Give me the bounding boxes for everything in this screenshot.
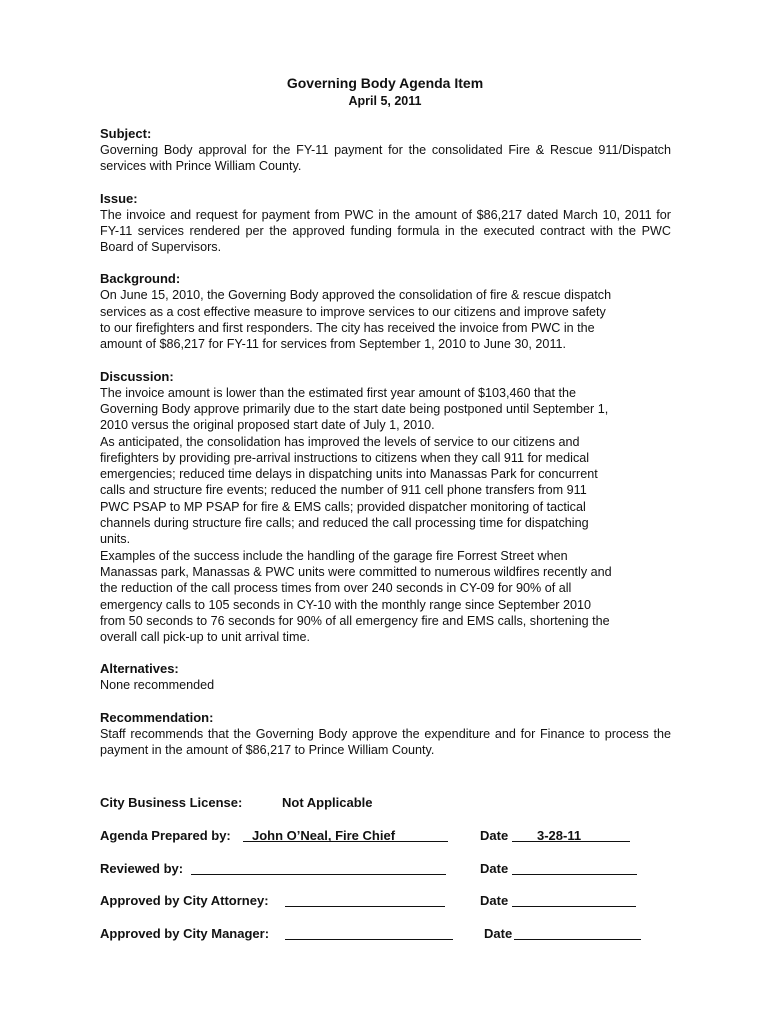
business-license-value: Not Applicable bbox=[282, 795, 373, 810]
discussion-line: firefighters by providing pre-arrival instructions to citizens when they call 911 for medical bbox=[100, 450, 590, 465]
background-line: amount of $86,217 for FY-11 for services from September 1, 2010 to June 30, 2011. bbox=[100, 337, 567, 352]
city-attorney-label: Approved by City Attorney: bbox=[100, 893, 269, 908]
business-license-row bbox=[100, 795, 660, 813]
attorney-date-label: Date bbox=[480, 893, 509, 908]
city-manager-signature-line[interactable] bbox=[285, 926, 453, 940]
attorney-date-line[interactable] bbox=[512, 893, 636, 907]
background-heading: Background: bbox=[100, 271, 181, 287]
alternatives-text: None recommended bbox=[100, 678, 215, 693]
recommendation-text: Staff recommends that the Governing Body approve the expenditure and for Finance to process the payment in the amount of $86,217 to Prince William County. bbox=[100, 726, 671, 758]
document-title: Governing Body Agenda Item bbox=[286, 75, 484, 91]
recommendation-heading: Recommendation: bbox=[100, 709, 214, 725]
discussion-heading: Discussion: bbox=[100, 368, 174, 384]
discussion-line: emergency calls to 105 seconds in CY-10 with the monthly range since September 2010 bbox=[100, 597, 591, 612]
issue-text: The invoice and request for payment from PWC in the amount of $86,217 dated March 10, 2011 for FY-11 services rendered per the approved funding formula in the executed contract with the PWC Board of Supervisors. bbox=[100, 207, 671, 255]
discussion-line: Examples of the success include the handling of the garage fire Forrest Street when bbox=[100, 548, 568, 563]
alternatives-section bbox=[100, 661, 671, 693]
alternatives-heading: Alternatives: bbox=[100, 661, 179, 677]
business-license-label: City Business License: bbox=[100, 795, 243, 810]
background-line: On June 15, 2010, the Governing Body approved the consolidation of fire & rescue dispatch bbox=[100, 288, 612, 303]
discussion-line: 2010 versus the original proposed start date of July 1, 2010. bbox=[100, 418, 435, 433]
discussion-line: As anticipated, the consolidation has improved the levels of service to our citizens and bbox=[100, 434, 580, 449]
background-text bbox=[100, 287, 671, 352]
recommendation-section bbox=[100, 710, 671, 759]
document-body bbox=[100, 126, 671, 774]
discussion-text bbox=[100, 385, 671, 646]
city-attorney-row bbox=[100, 893, 660, 911]
city-manager-row bbox=[100, 926, 660, 944]
background-line: to our firefighters and first responders. The city has received the invoice from PWC in the bbox=[100, 321, 595, 336]
discussion-line: Governing Body approve primarily due to the start date being postponed until September 1, bbox=[100, 401, 609, 416]
document-date: April 5, 2011 bbox=[348, 94, 422, 108]
manager-date-line[interactable] bbox=[514, 926, 641, 940]
city-manager-label: Approved by City Manager: bbox=[100, 926, 270, 941]
reviewed-date-label: Date bbox=[480, 861, 509, 876]
subject-section bbox=[100, 126, 671, 175]
prepared-by-value: John O’Neal, Fire Chief bbox=[252, 828, 396, 843]
discussion-line: calls and structure fire events; reduced the number of 911 cell phone transfers from 911 bbox=[100, 483, 587, 498]
manager-date-label: Date bbox=[484, 926, 513, 941]
discussion-line: the reduction of the call process times from over 240 seconds in CY-09 for 90% of all bbox=[100, 581, 572, 596]
reviewed-by-label: Reviewed by: bbox=[100, 861, 184, 876]
reviewed-date-line[interactable] bbox=[512, 861, 637, 875]
background-section bbox=[100, 271, 671, 352]
discussion-line: overall call pick-up to unit arrival time. bbox=[100, 630, 310, 645]
prepared-by-row bbox=[100, 828, 660, 846]
issue-heading: Issue: bbox=[100, 190, 138, 206]
discussion-line: PWC PSAP to MP PSAP for fire & EMS calls; provided dispatcher monitoring of tactical bbox=[100, 499, 586, 514]
discussion-line: emergencies; reduced time delays in dispatching units into Manassas Park for concurrent bbox=[100, 467, 598, 482]
background-line: services as a cost effective measure to improve services to our citizens and improve safety bbox=[100, 304, 606, 319]
discussion-line: Manassas park, Manassas & PWC units were committed to numerous wildfires recently and bbox=[100, 564, 612, 579]
reviewed-by-row bbox=[100, 861, 660, 879]
issue-section bbox=[100, 191, 671, 256]
city-attorney-signature-line[interactable] bbox=[285, 893, 445, 907]
prepared-date-value: 3-28-11 bbox=[537, 828, 582, 843]
discussion-line: The invoice amount is lower than the estimated first year amount of $103,460 that the bbox=[100, 385, 577, 400]
prepared-date-label: Date bbox=[480, 828, 509, 843]
subject-text: Governing Body approval for the FY-11 payment for the consolidated Fire & Rescue 911/Dispatch services with Prince William County. bbox=[100, 143, 671, 174]
discussion-line: from 50 seconds to 76 seconds for 90% of all emergency fire and EMS calls, shortening the bbox=[100, 613, 610, 628]
subject-heading: Subject: bbox=[100, 126, 152, 141]
discussion-line: units. bbox=[100, 532, 131, 547]
discussion-section bbox=[100, 369, 671, 646]
prepared-by-label: Agenda Prepared by: bbox=[100, 828, 231, 843]
discussion-line: channels during structure fire calls; and reduced the call processing time for dispatching bbox=[100, 516, 589, 531]
reviewed-by-signature-line[interactable] bbox=[191, 861, 446, 875]
